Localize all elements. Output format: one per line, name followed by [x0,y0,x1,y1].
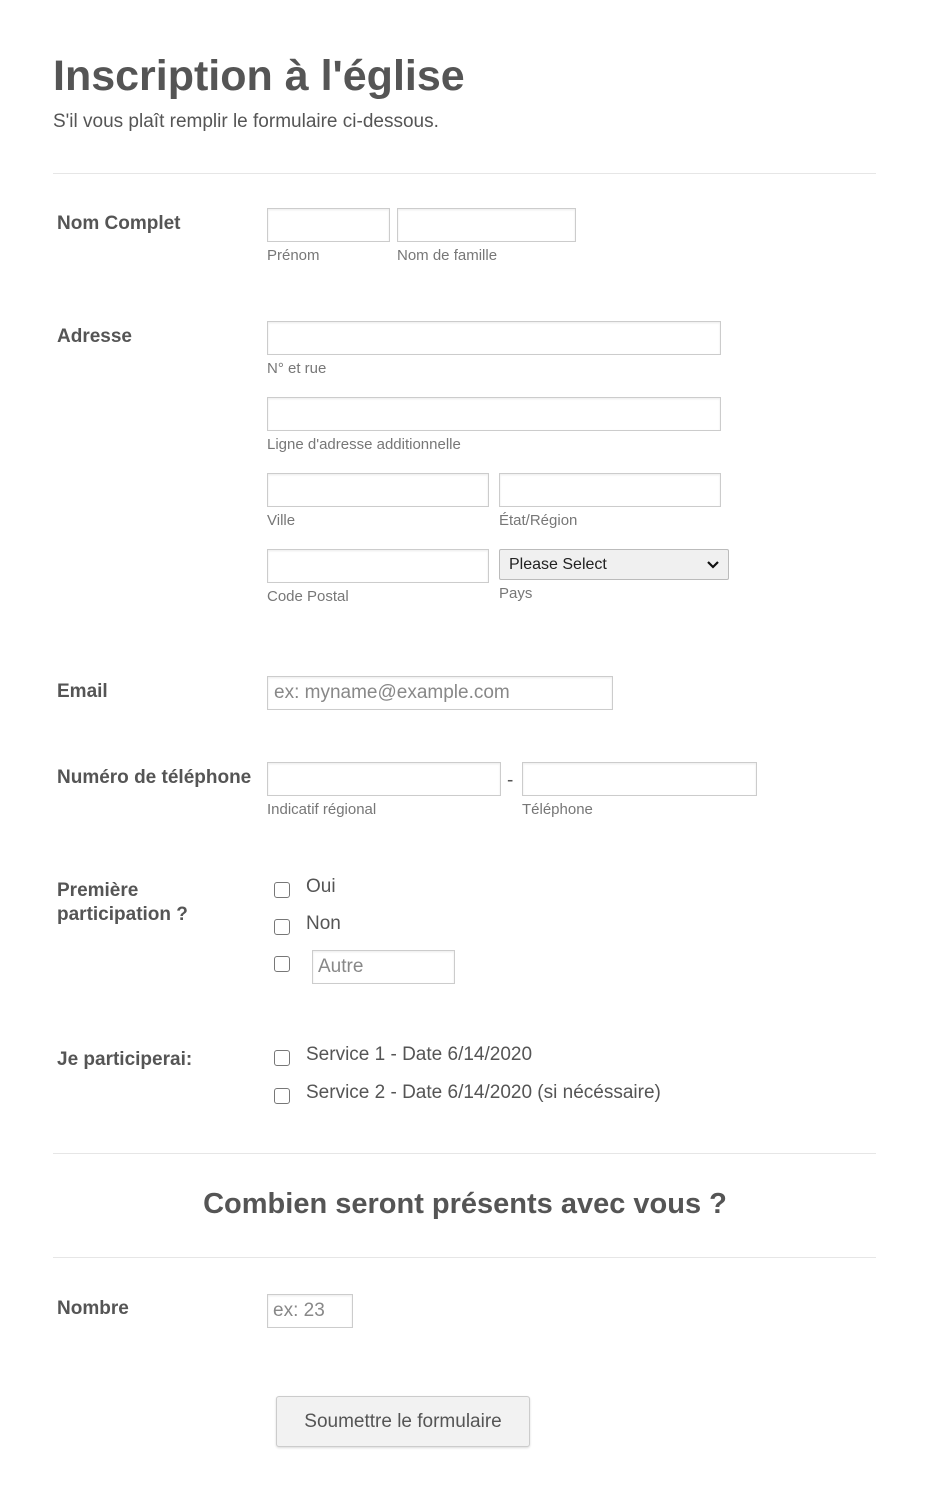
count-label: Nombre [57,1298,129,1319]
other-input[interactable] [312,950,455,984]
address-label: Adresse [57,326,132,347]
service-2-label: Service 2 - Date 6/14/2020 (si nécéssaire) [306,1082,661,1103]
zip-sublabel: Code Postal [267,588,349,605]
attend-label: Je participerai: [57,1049,193,1070]
submit-button[interactable]: Soumettre le formulaire [276,1396,530,1447]
address-line2-input[interactable] [267,397,721,431]
last-name-sublabel: Nom de famille [397,247,498,264]
checkbox-non[interactable] [274,919,290,935]
first-time-label-line1: Première [57,880,139,901]
country-sublabel: Pays [499,585,533,602]
city-input[interactable] [267,473,489,507]
first-time-label [57,879,188,927]
last-name-input[interactable] [397,208,576,242]
email-label: Email [57,681,108,702]
state-input[interactable] [499,473,721,507]
checkbox-other[interactable] [274,956,290,972]
chevron-down-icon [707,561,719,569]
count-input[interactable] [267,1294,353,1328]
page-title: Inscription à l'église [53,52,465,100]
first-name-input[interactable] [267,208,390,242]
address-line2-sublabel: Ligne d'adresse additionnelle [267,436,461,453]
divider [53,1153,876,1154]
country-select[interactable] [499,549,729,580]
phone-separator: - [507,770,514,791]
email-input[interactable] [267,676,613,710]
phone-label: Numéro de téléphone [57,767,252,788]
checkbox-oui[interactable] [274,882,290,898]
phone-number-input[interactable] [522,762,757,796]
area-code-sublabel: Indicatif régional [267,801,377,818]
section-heading: Combien seront présents avec vous ? [203,1188,727,1220]
first-time-label-line2: participation ? [57,904,188,925]
page-subtitle: S'il vous plaît remplir le formulaire ci-dessous. [53,111,439,132]
street-input[interactable] [267,321,721,355]
state-sublabel: État/Région [499,512,578,529]
full-name-label: Nom Complet [57,213,181,234]
country-select-value: Please Select [509,555,607,573]
phone-number-sublabel: Téléphone [522,801,593,818]
divider [53,173,876,174]
street-sublabel: N° et rue [267,360,327,377]
zip-input[interactable] [267,549,489,583]
first-name-sublabel: Prénom [267,247,320,264]
area-code-input[interactable] [267,762,501,796]
divider [53,1257,876,1258]
checkbox-service-2[interactable] [274,1088,290,1104]
service-1-label: Service 1 - Date 6/14/2020 [306,1044,533,1065]
option-oui-label: Oui [306,876,336,897]
option-non-label: Non [306,913,341,934]
city-sublabel: Ville [267,512,296,529]
checkbox-service-1[interactable] [274,1050,290,1066]
